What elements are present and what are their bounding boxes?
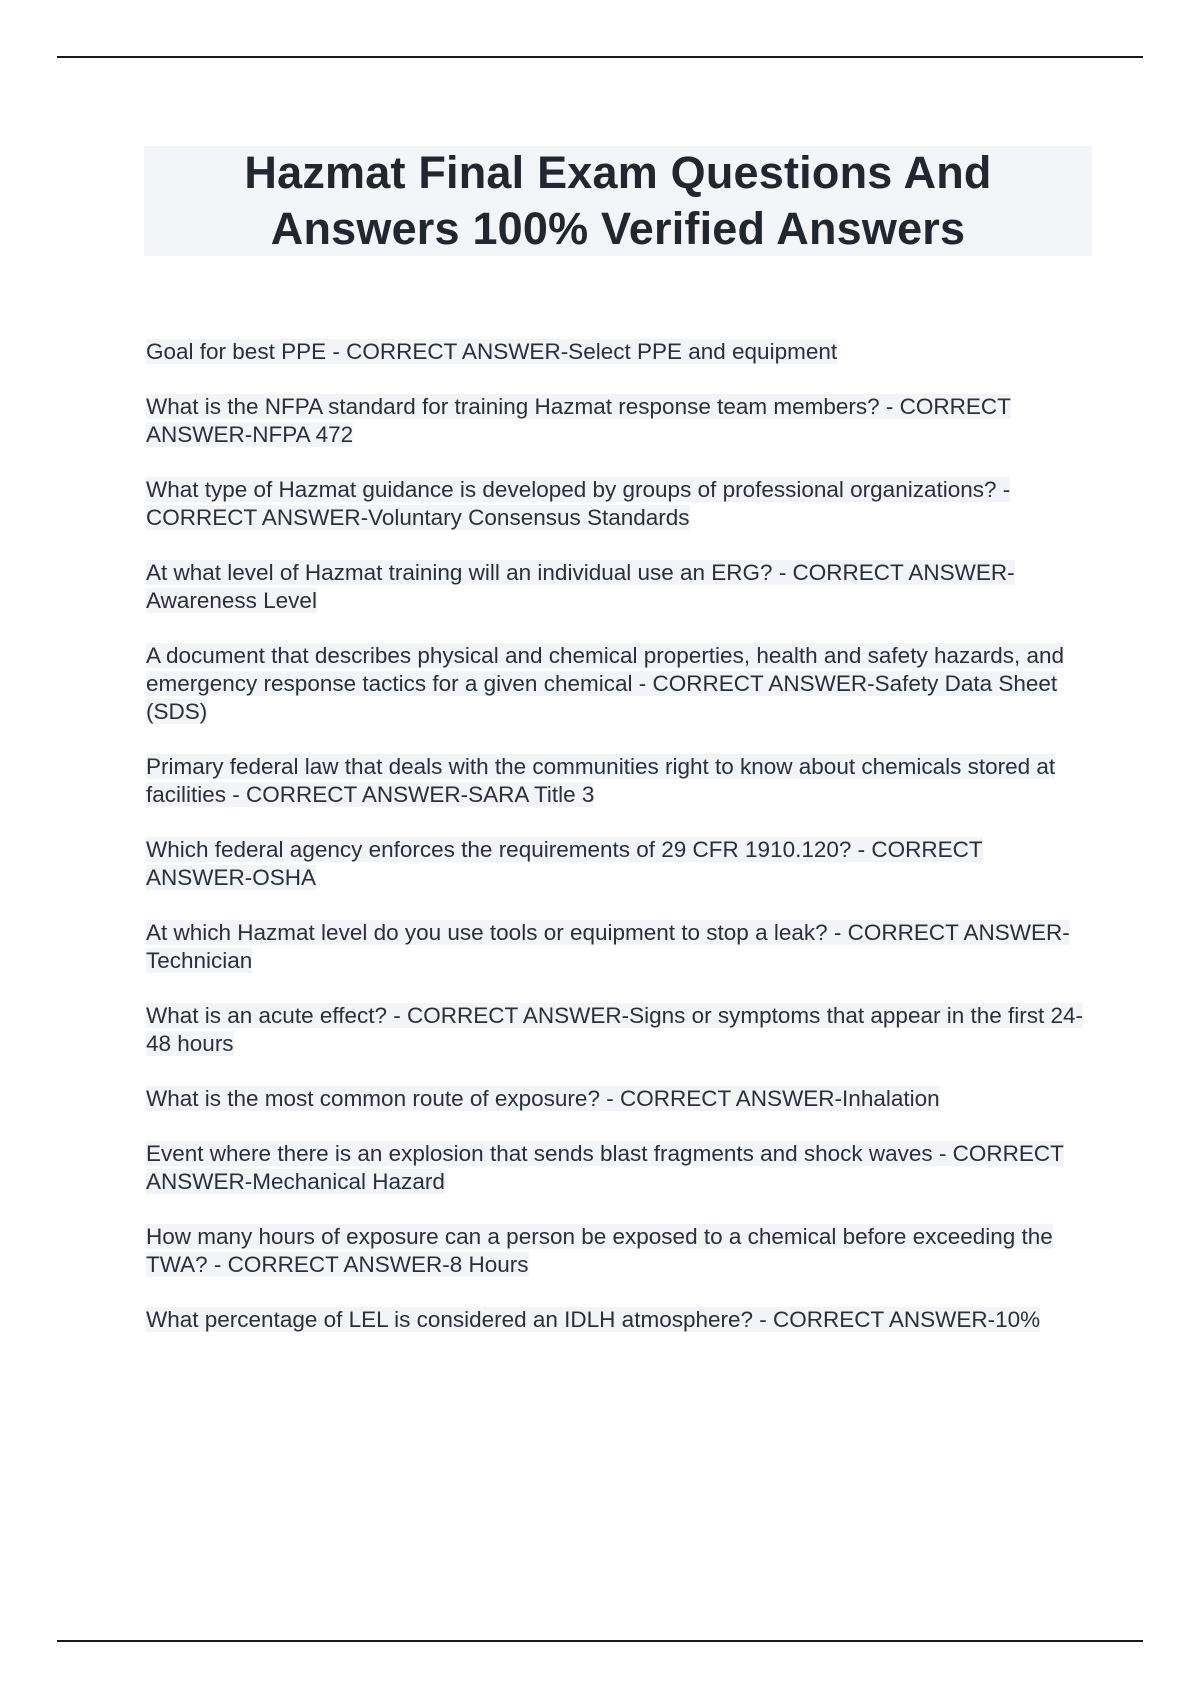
qa-text: What is the NFPA standard for training Hazmat response team members? - CORRECT ANSWER-NFPA 472 xyxy=(146,394,1011,447)
qa-text: What is the most common route of exposure? - CORRECT ANSWER-Inhalation xyxy=(146,1086,940,1111)
qa-item xyxy=(146,559,1088,615)
qa-text: How many hours of exposure can a person be exposed to a chemical before exceeding the TWA? - CORRECT ANSWER-8 Hours xyxy=(146,1224,1053,1277)
qa-text: A document that describes physical and chemical properties, health and safety hazards, and emergency response tactics for a given chemical - CORRECT ANSWER-Safety Data Sheet (SDS) xyxy=(146,643,1065,724)
header-rule xyxy=(57,56,1143,58)
qa-text: At what level of Hazmat training will an individual use an ERG? - CORRECT ANSWER-Awareness Level xyxy=(146,560,1015,613)
qa-item xyxy=(146,1223,1088,1279)
document-title xyxy=(244,145,991,257)
qa-item xyxy=(146,753,1088,809)
qa-item xyxy=(146,1140,1088,1196)
qa-text: At which Hazmat level do you use tools or equipment to stop a leak? - CORRECT ANSWER-Technician xyxy=(146,920,1070,973)
qa-text: Which federal agency enforces the requirements of 29 CFR 1910.120? - CORRECT ANSWER-OSHA xyxy=(146,837,983,890)
qa-text: What type of Hazmat guidance is developed by groups of professional organizations? - CORRECT ANSWER-Voluntary Consensus Standards xyxy=(146,477,1011,530)
qa-text: Goal for best PPE - CORRECT ANSWER-Select PPE and equipment xyxy=(146,339,838,364)
qa-text: What is an acute effect? - CORRECT ANSWER-Signs or symptoms that appear in the first 24-48 hours xyxy=(146,1003,1084,1056)
qa-item xyxy=(146,642,1088,726)
qa-text: Primary federal law that deals with the communities right to know about chemicals stored at facilities - CORRECT ANSWER-SARA Title 3 xyxy=(146,754,1056,807)
qa-list xyxy=(146,338,1088,1361)
title-line-2: Answers 100% Verified Answers xyxy=(270,203,966,254)
qa-text: Event where there is an explosion that sends blast fragments and shock waves - CORRECT ANSWER-Mechanical Hazard xyxy=(146,1141,1064,1194)
qa-text: What percentage of LEL is considered an IDLH atmosphere? - CORRECT ANSWER-10% xyxy=(146,1307,1041,1332)
qa-item xyxy=(146,1085,1088,1113)
qa-item xyxy=(146,1306,1088,1334)
qa-item xyxy=(146,338,1088,366)
title-line-1: Hazmat Final Exam Questions And xyxy=(244,147,992,198)
qa-item xyxy=(146,476,1088,532)
title-block xyxy=(144,146,1092,256)
qa-item xyxy=(146,919,1088,975)
footer-rule xyxy=(57,1640,1143,1642)
qa-item xyxy=(146,836,1088,892)
qa-item xyxy=(146,393,1088,449)
qa-item xyxy=(146,1002,1088,1058)
